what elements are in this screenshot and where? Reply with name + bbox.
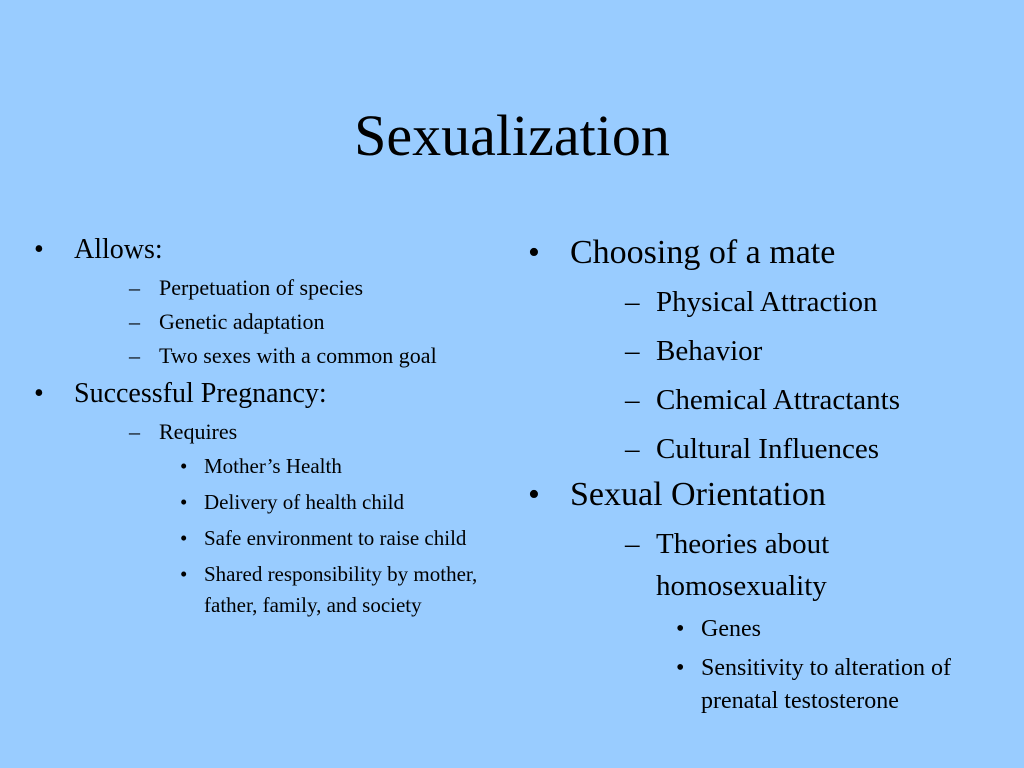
mate-sublist: [570, 281, 998, 470]
pregnancy-sublist: [74, 418, 504, 621]
sub-sub-bullet-text: Mother’s Health: [204, 454, 342, 478]
sub-sub-bullet: [74, 451, 504, 482]
sub-bullet-requires: [74, 418, 504, 446]
bullet-marker: •: [180, 454, 188, 478]
bullet-successful-pregnancy: [34, 376, 504, 621]
sub-bullet: [570, 428, 998, 470]
sub-bullet-text: Perpetuation of species: [159, 275, 364, 300]
bullet-marker: •: [676, 655, 685, 681]
sub-sub-bullet-text: Sensitivity to alteration of prenatal testosterone: [701, 655, 951, 714]
bullet-allows-label: Allows:: [74, 234, 163, 265]
bullet-allows: [34, 232, 504, 370]
sub-bullet: [74, 308, 504, 336]
dash-marker: –: [129, 275, 140, 300]
bullet-mate-label: Choosing of a mate: [570, 234, 836, 271]
bullet-marker: •: [676, 616, 685, 642]
sub-bullet-text: Behavior: [656, 335, 763, 367]
bullet-choosing-mate: [528, 232, 998, 470]
sub-sub-bullet-text: Safe environment to raise child: [204, 526, 467, 550]
right-bullet-list: [528, 232, 998, 718]
sub-sub-bullet-text: Delivery of health child: [204, 490, 405, 514]
bullet-orientation-label: Sexual Orientation: [570, 476, 826, 513]
sub-sub-bullet-text: Genes: [701, 616, 761, 642]
sub-bullet-text: Two sexes with a common goal: [159, 343, 437, 368]
sub-bullet-theories: [570, 523, 998, 607]
orientation-sublist: [570, 523, 998, 718]
dash-marker: –: [129, 309, 140, 334]
sub-sub-bullet: [570, 613, 998, 646]
sub-bullet-text: Requires: [159, 419, 238, 444]
bullet-marker: •: [180, 562, 188, 586]
dash-marker: –: [625, 335, 640, 367]
sub-bullet-text: Cultural Influences: [656, 433, 880, 465]
dash-marker: –: [625, 384, 640, 416]
bullet-marker: •: [180, 526, 188, 550]
sub-bullet: [74, 274, 504, 302]
sub-bullet-text: Physical Attraction: [656, 286, 878, 318]
bullet-marker: •: [528, 476, 540, 513]
sub-bullet: [570, 379, 998, 421]
sub-bullet: [570, 330, 998, 372]
left-column: [34, 232, 504, 627]
right-column: [528, 232, 998, 722]
sub-sub-bullet: [74, 487, 504, 518]
sub-sub-bullet: [570, 652, 998, 718]
sub-bullet-text: Chemical Attractants: [656, 384, 901, 416]
dash-marker: –: [625, 528, 640, 560]
allows-sublist: [74, 274, 504, 370]
sub-bullet: [74, 342, 504, 370]
bullet-marker: •: [34, 378, 44, 409]
sub-sub-bullet-text: Shared responsibility by mother, father, family, and society: [204, 562, 478, 617]
dash-marker: –: [129, 419, 140, 444]
bullet-marker: •: [34, 234, 44, 265]
sub-sub-bullet: [74, 523, 504, 554]
dash-marker: –: [129, 343, 140, 368]
sub-bullet-text: Theories about homosexuality: [656, 528, 830, 602]
sub-bullet-text: Genetic adaptation: [159, 309, 325, 334]
bullet-sexual-orientation: [528, 474, 998, 718]
left-bullet-list: [34, 232, 504, 621]
bullet-marker: •: [528, 234, 540, 271]
slide-title: Sexualization: [354, 103, 670, 168]
bullet-marker: •: [180, 490, 188, 514]
sub-sub-bullet: [74, 559, 504, 621]
dash-marker: –: [625, 286, 640, 318]
sub-bullet: [570, 281, 998, 323]
dash-marker: –: [625, 433, 640, 465]
bullet-pregnancy-label: Successful Pregnancy:: [74, 378, 327, 409]
